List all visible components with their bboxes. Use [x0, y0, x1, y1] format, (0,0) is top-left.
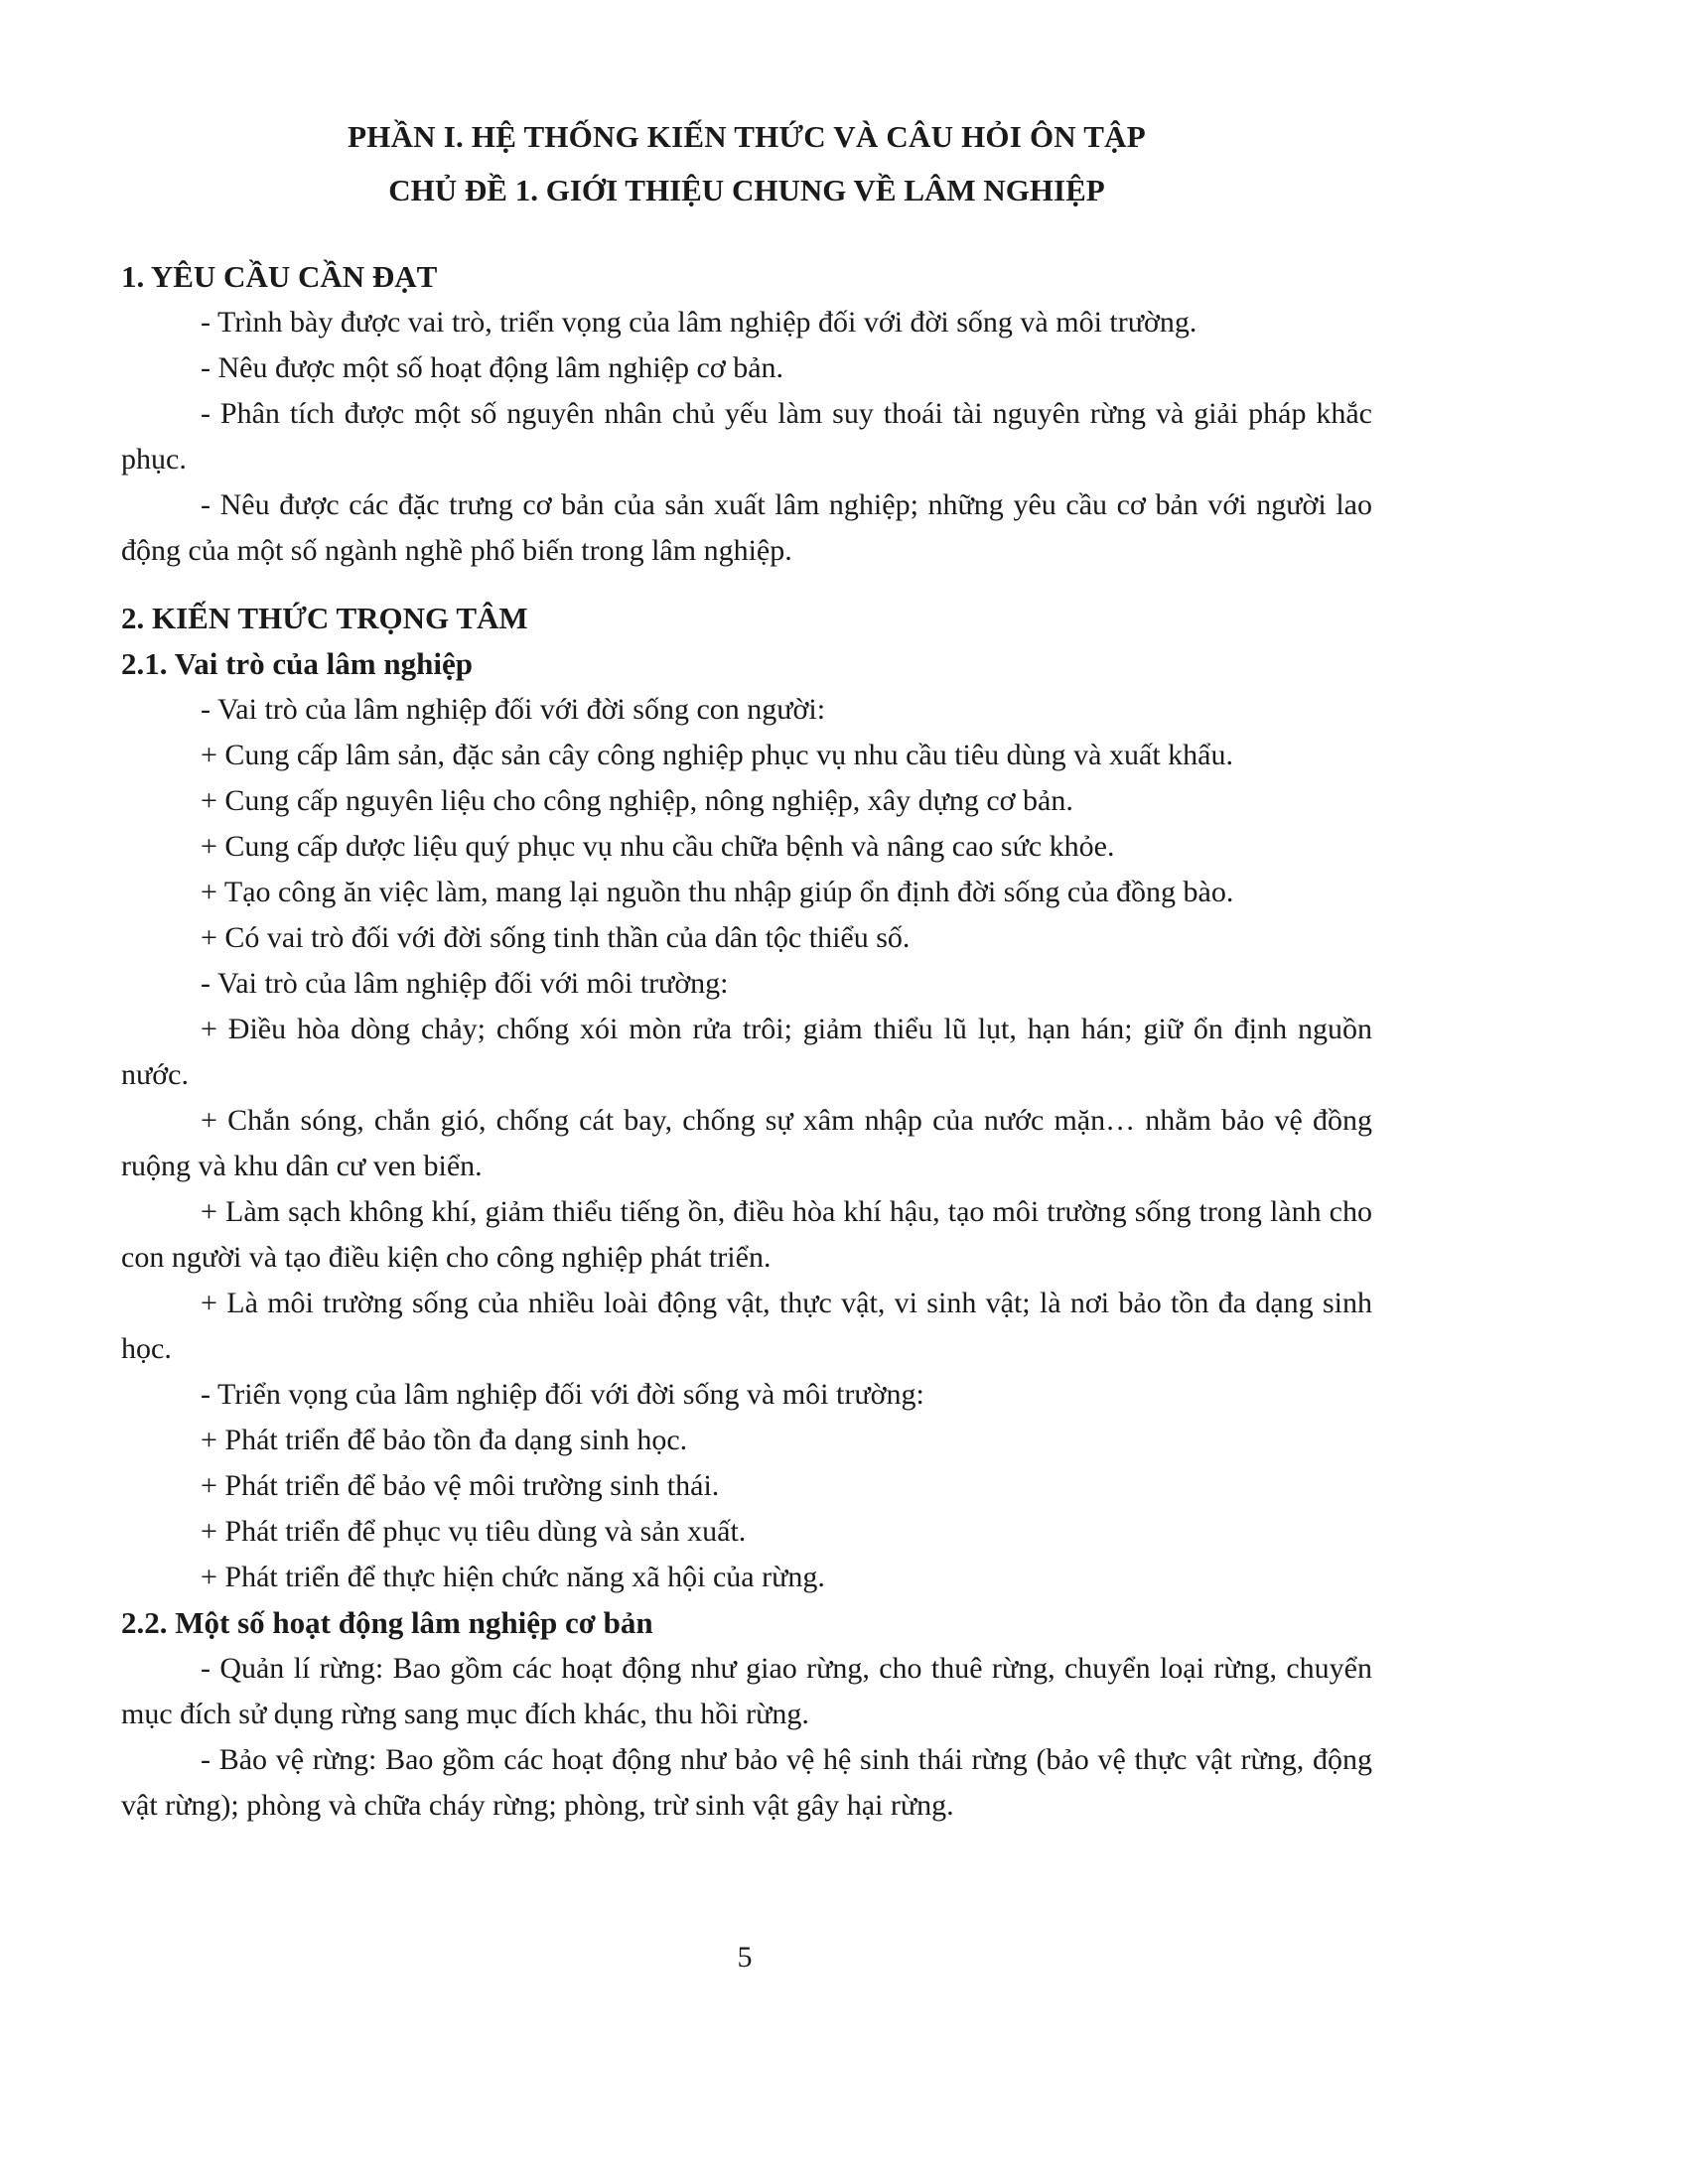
content-item: + Tạo công ăn việc làm, mang lại nguồn thu nhập giúp ổn định đời sống của đồng bào. [201, 876, 1234, 908]
topic-title: CHỦ ĐỀ 1. GIỚI THIỆU CHUNG VỀ LÂM NGHIỆP [388, 173, 1105, 207]
content-item: + Phát triển để bảo vệ môi trường sinh thái. [201, 1469, 720, 1502]
content-item: + Là môi trường sống của nhiều loài động vật, thực vật, vi sinh vật; là nơi bảo tồn đa dạng sinh học. [121, 1287, 1372, 1365]
content-item: + Điều hòa dòng chảy; chống xói mòn rửa trôi; giảm thiểu lũ lụt, hạn hán; giữ ổn định nguồn nước. [121, 1013, 1372, 1091]
content-item: + Cung cấp lâm sản, đặc sản cây công nghiệp phục vụ nhu cầu tiêu dùng và xuất khẩu. [201, 739, 1233, 771]
content-item: + Phát triển để bảo tồn đa dạng sinh học. [201, 1424, 688, 1456]
content-item: + Cung cấp dược liệu quý phục vụ nhu cầu chữa bệnh và nâng cao sức khỏe. [201, 830, 1115, 863]
content-item: + Làm sạch không khí, giảm thiểu tiếng ồn, điều hòa khí hậu, tạo môi trường sống trong lành cho con người và tạo điều kiện cho công nghiệp phát triển. [121, 1195, 1372, 1274]
content-item: - Quản lí rừng: Bao gồm các hoạt động như giao rừng, cho thuê rừng, chuyển loại rừng, chuyển mục đích sử dụng rừng sang mục đích khác, thu hồi rừng. [121, 1652, 1372, 1730]
spacer [121, 210, 1372, 254]
part-title: PHẦN I. HỆ THỐNG KIẾN THỨC VÀ CÂU HỎI ÔN TẬP [348, 119, 1146, 154]
subsection-role-of-forestry [121, 641, 1372, 1600]
page-number: 5 [737, 1941, 753, 1974]
section-key-knowledge [121, 596, 1372, 1829]
requirement-item: - Trình bày được vai trò, triển vọng của lâm nghiệp đối với đời sống và môi trường. [201, 306, 1197, 339]
content-item: + Có vai trò đối với đời sống tinh thần của dân tộc thiểu số. [201, 921, 911, 954]
spacer [121, 574, 1372, 596]
content-item: - Bảo vệ rừng: Bao gồm các hoạt động như bảo vệ hệ sinh thái rừng (bảo vệ thực vật rừng, động vật rừng); phòng và chữa cháy rừng; phòng, trừ sinh vật gây hại rừng. [121, 1743, 1372, 1822]
section-requirements [121, 254, 1372, 574]
content-item: - Triển vọng của lâm nghiệp đối với đời sống và môi trường: [201, 1378, 924, 1411]
document-page [121, 109, 1372, 1829]
subsection-heading: 2.1. Vai trò của lâm nghiệp [121, 646, 473, 681]
content-item: + Chắn sóng, chắn gió, chống cát bay, chống sự xâm nhập của nước mặn… nhằm bảo vệ đồng ruộng và khu dân cư ven biển. [121, 1104, 1372, 1182]
requirement-item: - Nêu được một số hoạt động lâm nghiệp cơ bản. [201, 351, 784, 384]
subsection-forestry-activities [121, 1600, 1372, 1829]
requirement-item: - Nêu được các đặc trưng cơ bản của sản xuất lâm nghiệp; những yêu cầu cơ bản với người lao động của một số ngành nghề phổ biến trong lâm nghiệp. [121, 488, 1372, 567]
content-item: + Phát triển để phục vụ tiêu dùng và sản xuất. [201, 1515, 747, 1548]
section-heading: 2. KIẾN THỨC TRỌNG TÂM [121, 601, 528, 635]
requirement-item: - Phân tích được một số nguyên nhân chủ yếu làm suy thoái tài nguyên rừng và giải pháp khắc phục. [121, 397, 1372, 476]
content-item: + Phát triển để thực hiện chức năng xã hội của rừng. [201, 1561, 825, 1593]
section-heading: 1. YÊU CẦU CẦN ĐẠT [121, 259, 438, 294]
content-item: + Cung cấp nguyên liệu cho công nghiệp, nông nghiệp, xây dựng cơ bản. [201, 784, 1073, 817]
subsection-heading: 2.2. Một số hoạt động lâm nghiệp cơ bản [121, 1605, 653, 1640]
content-item: - Vai trò của lâm nghiệp đối với môi trường: [201, 967, 729, 1000]
content-item: - Vai trò của lâm nghiệp đối với đời sống con người: [201, 693, 826, 726]
